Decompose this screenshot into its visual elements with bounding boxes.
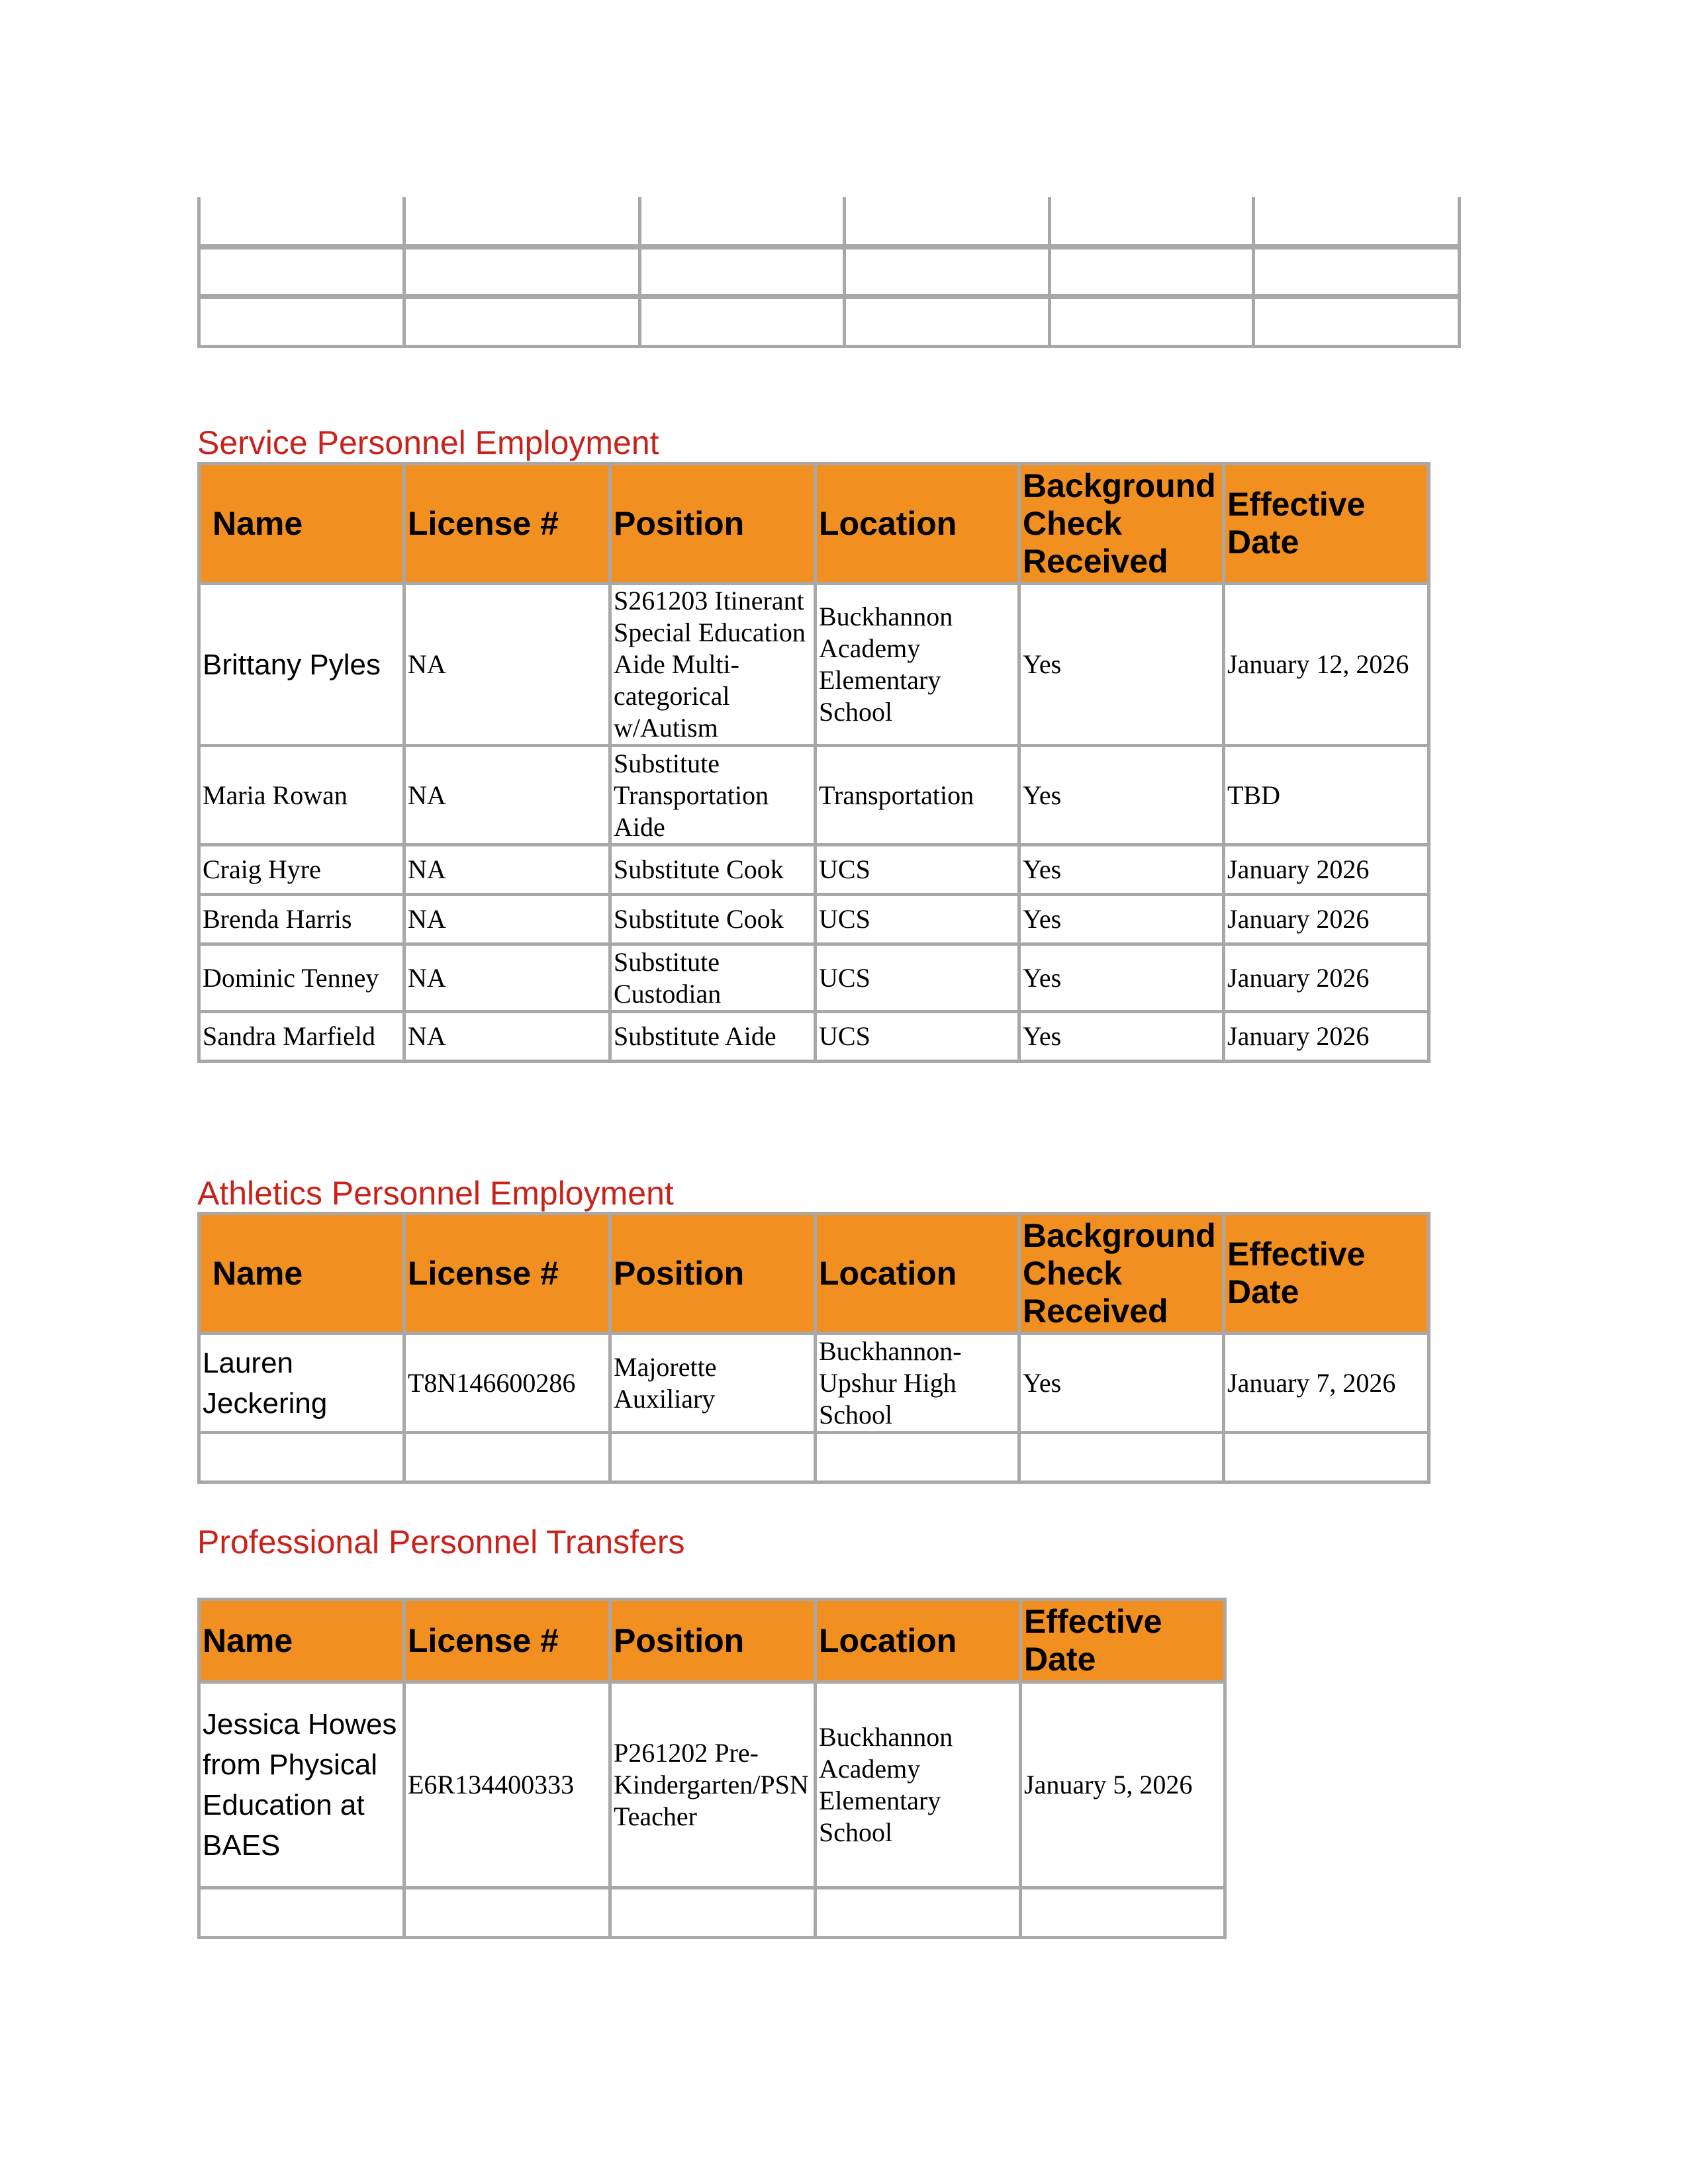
- position: Substitute Cook: [610, 845, 816, 895]
- effective-date: January 2026: [1224, 944, 1429, 1012]
- column-header-name: Name: [199, 1214, 404, 1334]
- background-check: Yes: [1019, 895, 1224, 944]
- license-number: NA: [404, 584, 610, 746]
- table-cell: [640, 247, 845, 296]
- license-number: NA: [404, 895, 610, 944]
- table-cell: [1254, 197, 1460, 247]
- table-row: [199, 296, 1460, 346]
- table-row: [199, 845, 1429, 895]
- effective-date: TBD: [1224, 746, 1429, 845]
- position: Substitute Cook: [610, 895, 816, 944]
- table-cell: [1050, 296, 1254, 346]
- header-row: [199, 1600, 1225, 1682]
- license-number: NA: [404, 845, 610, 895]
- background-check: Yes: [1019, 1334, 1224, 1433]
- table-cell: [845, 197, 1050, 247]
- column-header-effective-date: Effective Date: [1224, 464, 1429, 584]
- table-cell: [640, 197, 845, 247]
- table-cell: [1050, 247, 1254, 296]
- service-personnel-table: [197, 462, 1430, 1063]
- table-row: [199, 944, 1429, 1012]
- table-cell: [845, 247, 1050, 296]
- effective-date: January 5, 2026: [1021, 1682, 1225, 1888]
- position: Substitute Aide: [610, 1012, 816, 1062]
- table-row: [199, 197, 1460, 247]
- license-number: [404, 1888, 610, 1938]
- employee-name: Craig Hyre: [199, 845, 404, 895]
- column-header-background-check: Background Check Received: [1019, 464, 1224, 584]
- effective-date: January 2026: [1224, 845, 1429, 895]
- section-title-service: Service Personnel Employment: [197, 424, 659, 461]
- position: [610, 1433, 816, 1482]
- effective-date: [1021, 1888, 1225, 1938]
- table-row: [199, 1888, 1225, 1938]
- background-check: Yes: [1019, 746, 1224, 845]
- table-row: [199, 584, 1429, 746]
- background-check: Yes: [1019, 1012, 1224, 1062]
- employee-name: Dominic Tenney: [199, 944, 404, 1012]
- employee-name: Sandra Marfield: [199, 1012, 404, 1062]
- column-header-name: Name: [199, 464, 404, 584]
- employee-name: Maria Rowan: [199, 746, 404, 845]
- employee-name: Brenda Harris: [199, 895, 404, 944]
- column-header-license: License #: [404, 464, 610, 584]
- column-header-license: License #: [404, 1214, 610, 1334]
- table-cell: [199, 247, 404, 296]
- employee-name: Brittany Pyles: [199, 584, 404, 746]
- position: P261202 Pre-Kindergarten/PSN Teacher: [610, 1682, 816, 1888]
- table-cell: [199, 197, 404, 247]
- location: UCS: [816, 1012, 1019, 1062]
- location: UCS: [816, 944, 1019, 1012]
- header-row: [199, 464, 1429, 584]
- table-row: [199, 1433, 1429, 1482]
- column-header-location: Location: [816, 1214, 1019, 1334]
- column-header-license: License #: [404, 1600, 610, 1682]
- column-header-effective-date: Effective Date: [1021, 1600, 1225, 1682]
- position: S261203 Itinerant Special Education Aide Multi-categorical w/Autism: [610, 584, 816, 746]
- table-row: [199, 1012, 1429, 1062]
- table-row: [199, 1334, 1429, 1433]
- position: [610, 1888, 816, 1938]
- table-cell: [404, 247, 640, 296]
- effective-date: [1224, 1433, 1429, 1482]
- effective-date: January 12, 2026: [1224, 584, 1429, 746]
- license-number: [404, 1433, 610, 1482]
- table-cell: [404, 296, 640, 346]
- column-header-location: Location: [816, 1600, 1021, 1682]
- column-header-name: Name: [199, 1600, 404, 1682]
- section-title-athletics: Athletics Personnel Employment: [197, 1175, 674, 1212]
- table-cell: [1254, 296, 1460, 346]
- table-row: [199, 1682, 1225, 1888]
- column-header-position: Position: [610, 1600, 816, 1682]
- location: Buckhannon Academy Elementary School: [816, 1682, 1021, 1888]
- location: Buckhannon Academy Elementary School: [816, 584, 1019, 746]
- position: Substitute Transportation Aide: [610, 746, 816, 845]
- position: Substitute Custodian: [610, 944, 816, 1012]
- employee-name: [199, 1888, 404, 1938]
- employee-name: Jessica Howes from Physical Education at BAES: [199, 1682, 404, 1888]
- section-title-transfers: Professional Personnel Transfers: [197, 1524, 685, 1561]
- background-check: [1019, 1433, 1224, 1482]
- location: UCS: [816, 895, 1019, 944]
- professional-transfers-table: [197, 1598, 1227, 1939]
- header-row: [199, 1214, 1429, 1334]
- column-header-location: Location: [816, 464, 1019, 584]
- location: Buckhannon-Upshur High School: [816, 1334, 1019, 1433]
- location: UCS: [816, 845, 1019, 895]
- athletics-personnel-table: [197, 1212, 1430, 1484]
- license-number: NA: [404, 1012, 610, 1062]
- effective-date: January 7, 2026: [1224, 1334, 1429, 1433]
- position: Majorette Auxiliary: [610, 1334, 816, 1433]
- license-number: NA: [404, 746, 610, 845]
- column-header-effective-date: Effective Date: [1224, 1214, 1429, 1334]
- location: Transportation: [816, 746, 1019, 845]
- license-number: E6R134400333: [404, 1682, 610, 1888]
- table-cell: [845, 296, 1050, 346]
- column-header-position: Position: [610, 1214, 816, 1334]
- table-cell: [199, 296, 404, 346]
- license-number: NA: [404, 944, 610, 1012]
- location: [816, 1433, 1019, 1482]
- table-cell: [404, 197, 640, 247]
- table-row: [199, 247, 1460, 296]
- effective-date: January 2026: [1224, 895, 1429, 944]
- background-check: Yes: [1019, 584, 1224, 746]
- location: [816, 1888, 1021, 1938]
- column-header-background-check: Background Check Received: [1019, 1214, 1224, 1334]
- table-row: [199, 895, 1429, 944]
- effective-date: January 2026: [1224, 1012, 1429, 1062]
- background-check: Yes: [1019, 845, 1224, 895]
- license-number: T8N146600286: [404, 1334, 610, 1433]
- employee-name: [199, 1433, 404, 1482]
- table-cell: [1050, 197, 1254, 247]
- table-cell: [1254, 247, 1460, 296]
- background-check: Yes: [1019, 944, 1224, 1012]
- column-header-position: Position: [610, 464, 816, 584]
- table-row: [199, 746, 1429, 845]
- continued-table: [197, 197, 1461, 348]
- table-cell: [640, 296, 845, 346]
- employee-name: Lauren Jeckering: [199, 1334, 404, 1433]
